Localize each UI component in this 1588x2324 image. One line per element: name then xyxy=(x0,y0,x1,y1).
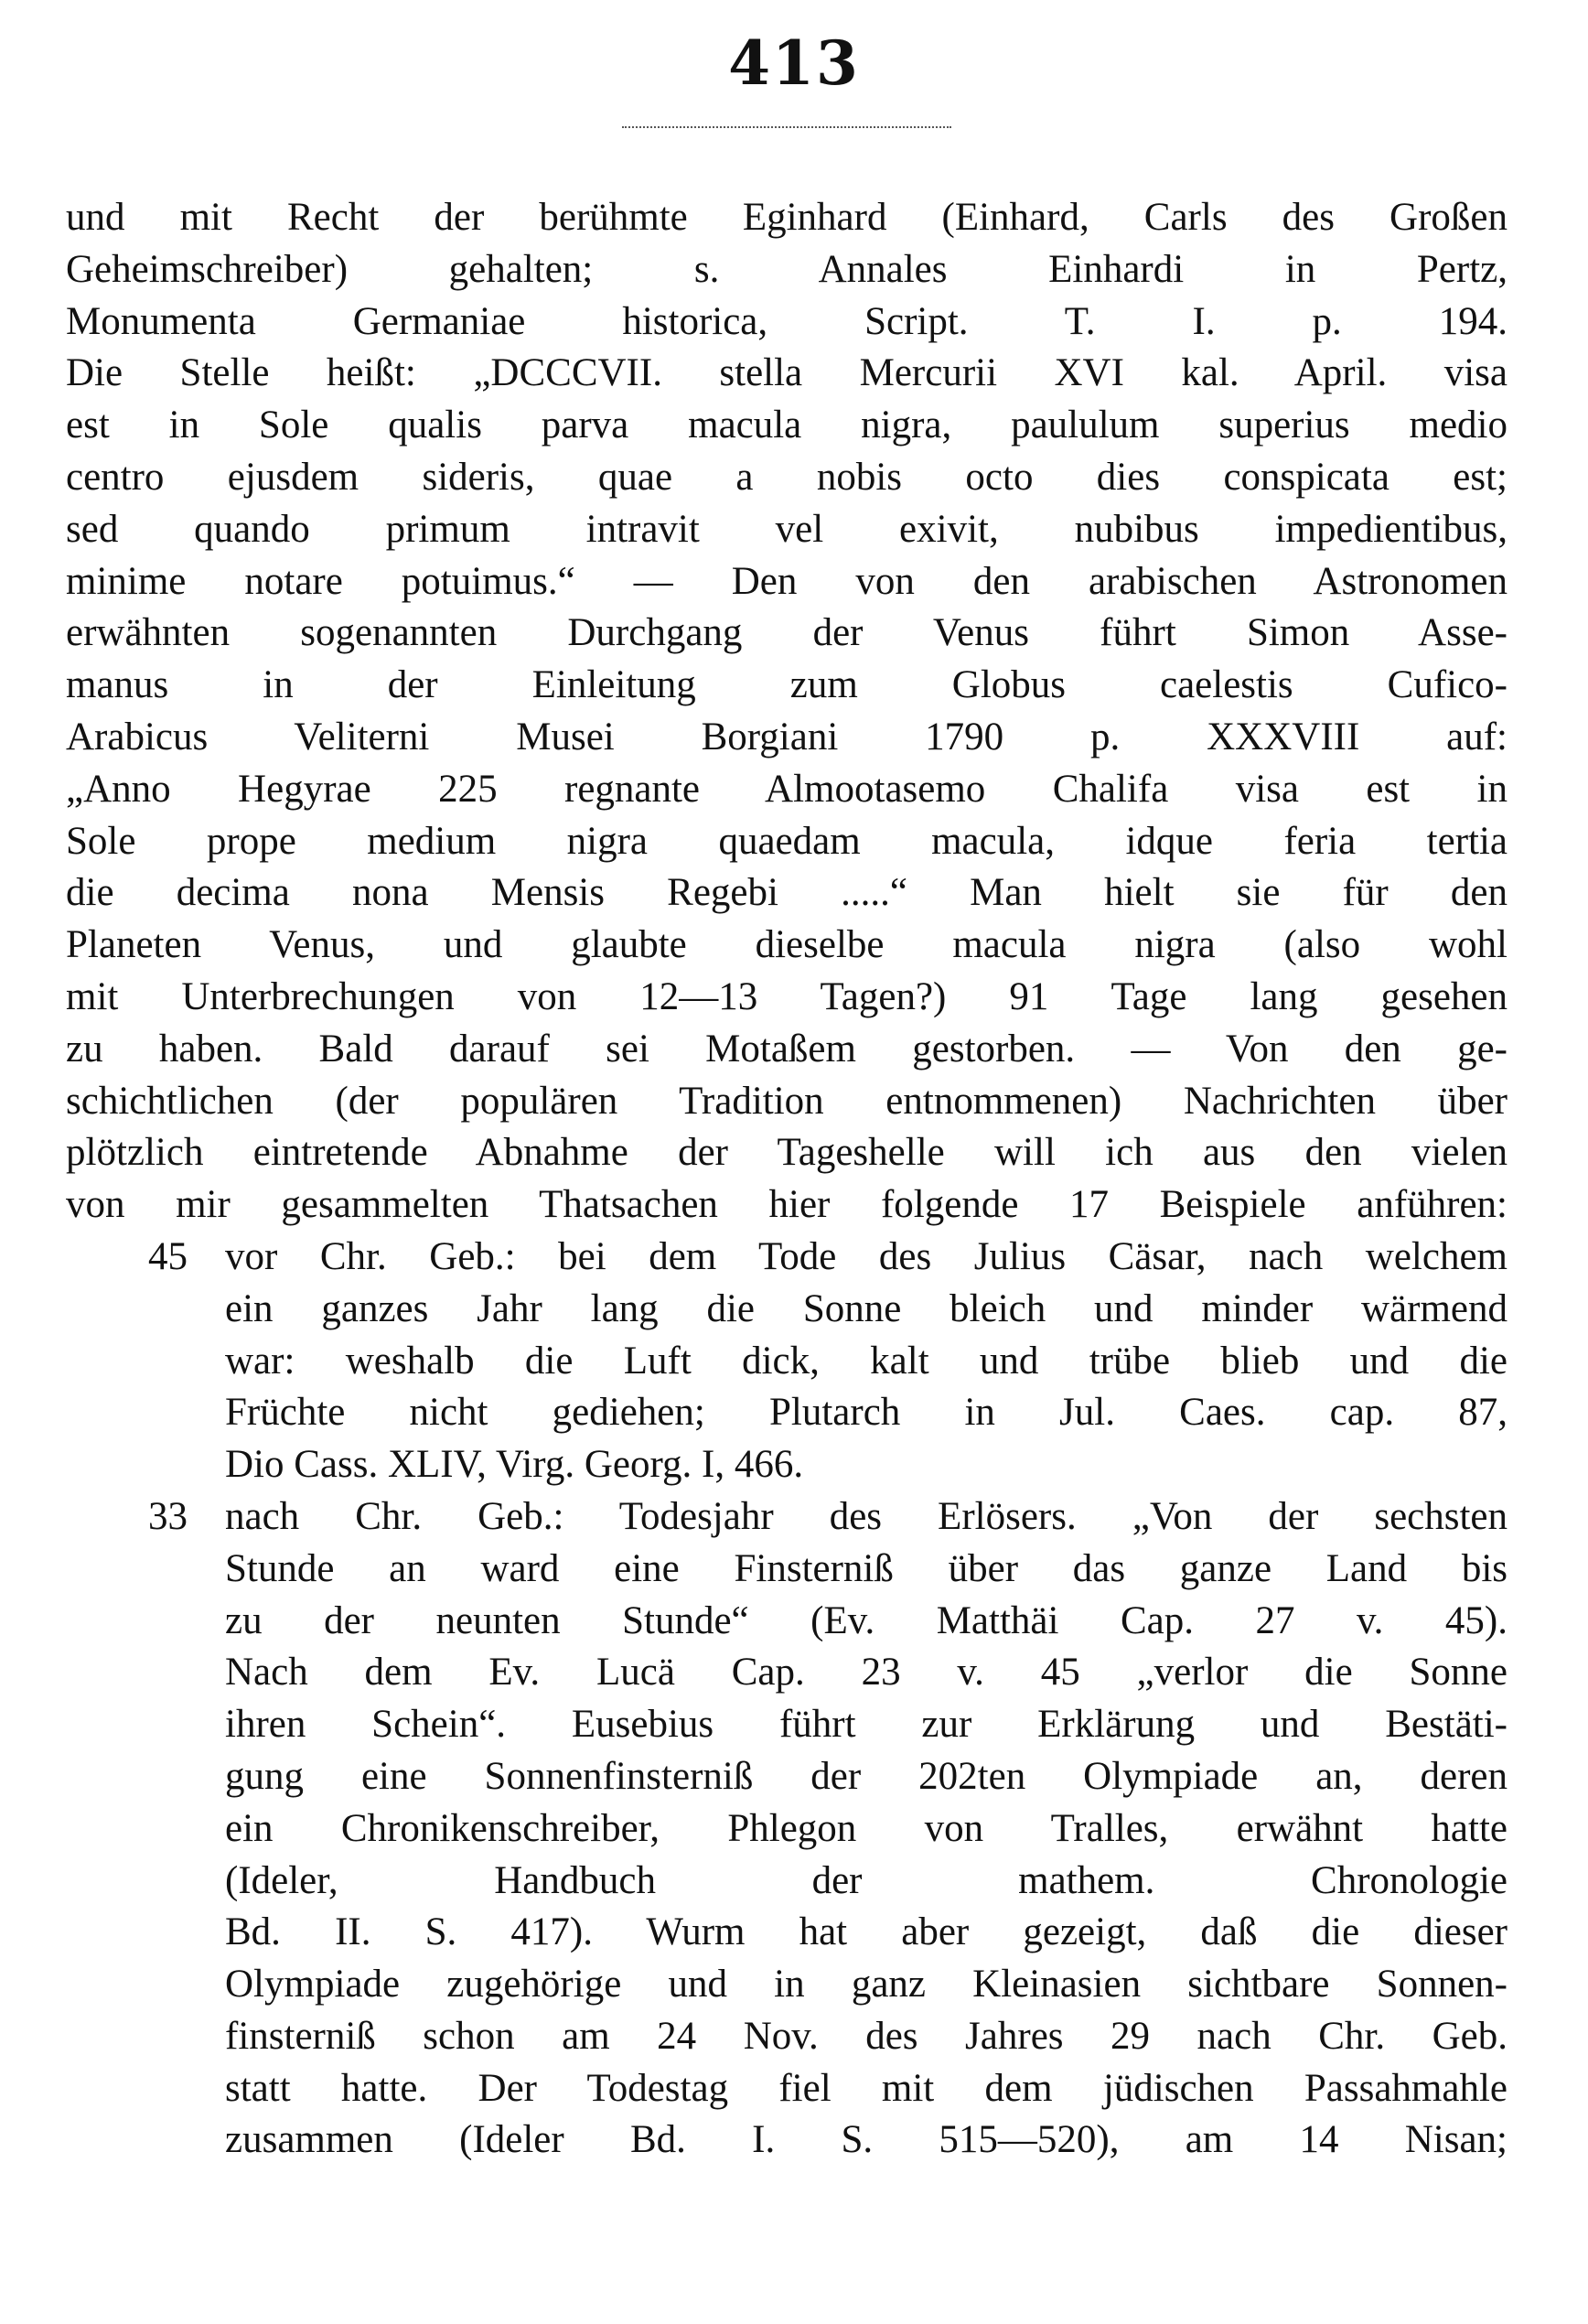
text-line: Bd. II. S. 417). Wurm hat aber gezeigt, daß die dieser xyxy=(225,1910,1508,1954)
text-line: finsterniß schon am 24 Nov. des Jahres 29 nach Chr. Geb. xyxy=(225,2014,1508,2058)
text-line: est in Sole qualis parva macula nigra, paululum superius medio xyxy=(66,403,1508,447)
text-line: war: weshalb die Luft dick, kalt und trübe blieb und die xyxy=(225,1339,1508,1383)
text-line: (Ideler, Handbuch der mathem. Chronologie xyxy=(225,1858,1508,1902)
text-line: und mit Recht der berühmte Eginhard (Einhard, Carls des Großen xyxy=(66,196,1508,239)
text-line: Sole prope medium nigra quaedam macula, idque feria tertia xyxy=(66,819,1508,863)
text-line: Stunde an ward eine Finsterniß über das ganze Land bis xyxy=(225,1546,1508,1590)
text-line: zusammen (Ideler Bd. I. S. 515—520), am 14 Nisan; xyxy=(225,2118,1508,2162)
header-rule xyxy=(622,126,951,128)
text-line: ein Chronikenschreiber, Phlegon von Tralles, erwähnt hatte xyxy=(225,1806,1508,1850)
text-line: manus in der Einleitung zum Globus caelestis Cufico- xyxy=(66,663,1508,707)
text-line: Planeten Venus, und glaubte dieselbe macula nigra (also wohl xyxy=(66,923,1508,967)
text-line: schichtlichen (der populären Tradition entnommenen) Nachrichten über xyxy=(66,1079,1508,1123)
paragraph xyxy=(66,192,1508,1232)
text-line: centro ejusdem sideris, quae a nobis octo dies conspicata est; xyxy=(66,455,1508,499)
text-line: Monumenta Germaniae historica, Script. T. I. p. 194. xyxy=(66,299,1508,343)
entry-year-number: 45 xyxy=(148,1234,188,1278)
text-line: Die Stelle heißt: „DCCCVII. stella Mercurii XVI kal. April. visa xyxy=(66,351,1508,395)
text-line: plötzlich eintretende Abnahme der Tageshelle will ich aus den vielen xyxy=(66,1131,1508,1175)
text-line: nach Chr. Geb.: Todesjahr des Erlösers. „Von der sechsten xyxy=(225,1494,1508,1538)
year-entry-45 xyxy=(66,1232,1508,1491)
text-line: Geheimschreiber) gehalten; s. Annales Einhardi in Pertz, xyxy=(66,247,1508,291)
text-line: mit Unterbrechungen von 12—13 Tagen?) 91 Tage lang gesehen xyxy=(66,974,1508,1018)
body-text xyxy=(66,192,1508,2167)
text-line: erwähnten sogenannten Durchgang der Venus führt Simon Asse- xyxy=(66,611,1508,655)
page-number: 413 xyxy=(728,27,860,99)
text-line: statt hatte. Der Todestag fiel mit dem jüdischen Passahmahle xyxy=(225,2066,1508,2110)
text-line: Arabicus Veliterni Musei Borgiani 1790 p. XXXVIII auf: xyxy=(66,715,1508,759)
text-line: ein ganzes Jahr lang die Sonne bleich und minder wärmend xyxy=(225,1286,1508,1330)
text-line: Olympiade zugehörige und in ganz Kleinasien sichtbare Sonnen- xyxy=(225,1963,1508,2007)
text-line: gung eine Sonnenfinsterniß der 202ten Olympiade an, deren xyxy=(225,1754,1508,1798)
text-line: minime notare potuimus.“ — Den von den arabischen Astronomen xyxy=(66,559,1508,603)
text-line: von mir gesammelten Thatsachen hier folgende 17 Beispiele anführen: xyxy=(66,1183,1508,1227)
text-line: „Anno Hegyrae 225 regnante Almootasemo Chalifa visa est in xyxy=(66,767,1508,811)
text-line: ihren Schein“. Eusebius führt zur Erklärung und Bestäti- xyxy=(225,1703,1508,1747)
entry-year-number: 33 xyxy=(148,1494,188,1538)
text-line: Dio Cass. XLIV, Virg. Georg. I, 466. xyxy=(225,1443,804,1487)
text-line: vor Chr. Geb.: bei dem Tode des Julius Cäsar, nach welchem xyxy=(225,1234,1508,1278)
text-line: die decima nona Mensis Regebi .....“ Man hielt sie für den xyxy=(66,871,1508,915)
text-line: Nach dem Ev. Lucä Cap. 23 v. 45 „verlor die Sonne xyxy=(225,1651,1508,1695)
text-line: Früchte nicht gediehen; Plutarch in Jul. Caes. cap. 87, xyxy=(225,1391,1508,1435)
year-entry-33 xyxy=(66,1491,1508,2167)
text-line: zu haben. Bald darauf sei Motaßem gestorben. — Von den ge- xyxy=(66,1027,1508,1071)
text-line: zu der neunten Stunde“ (Ev. Matthäi Cap. 27 v. 45). xyxy=(225,1598,1508,1642)
text-line: sed quando primum intravit vel exivit, nubibus impedientibus, xyxy=(66,507,1508,551)
